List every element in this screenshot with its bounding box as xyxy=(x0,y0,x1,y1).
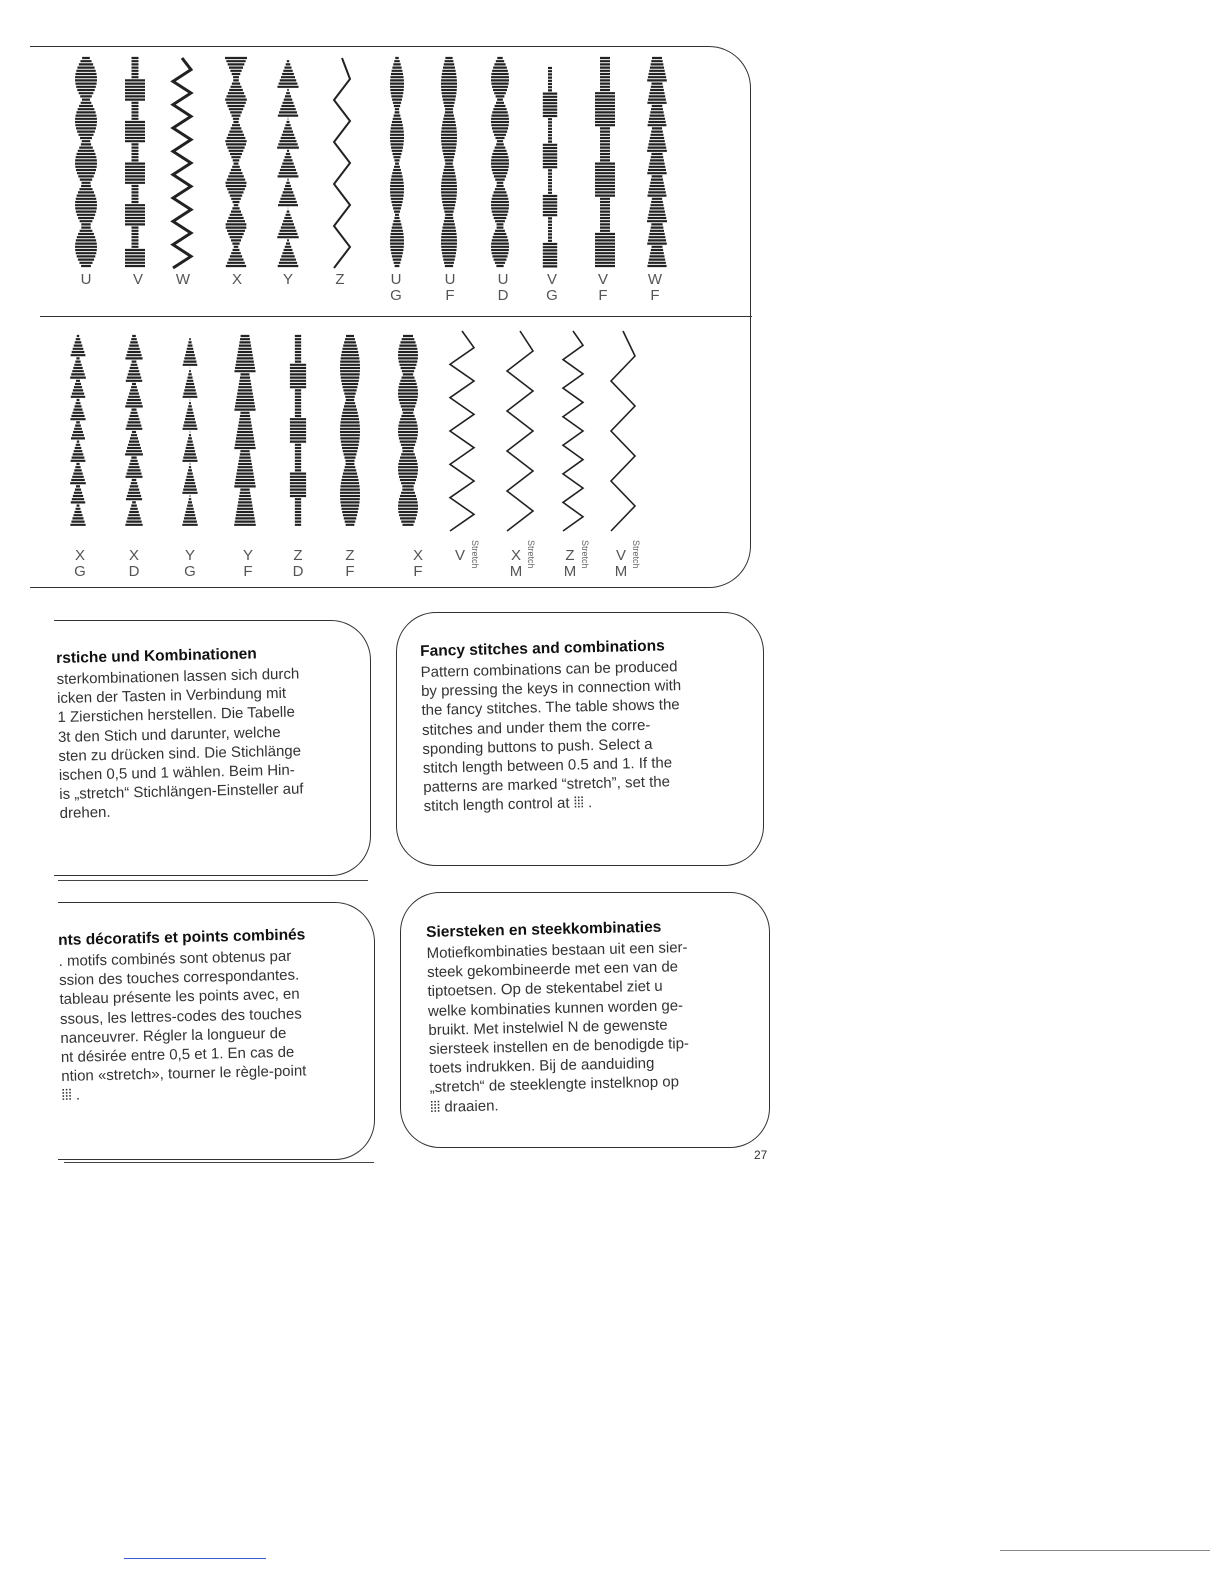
stitch-label-code: F xyxy=(650,287,660,304)
stitch-pattern xyxy=(290,336,306,525)
stitch-label-code: M xyxy=(614,563,628,580)
stitch-pattern xyxy=(398,336,418,525)
french-divider xyxy=(64,1162,374,1163)
stitch-pattern xyxy=(491,58,509,266)
stitch-label xyxy=(335,548,365,580)
bottom-right-line xyxy=(1000,1550,1210,1551)
stitch-label xyxy=(283,548,313,580)
stitch-label-code xyxy=(273,288,303,304)
stitch-label-code: G xyxy=(184,563,196,580)
stitch-pattern xyxy=(563,331,583,531)
french-section xyxy=(58,926,309,1105)
english-section-title: Fancy stitches and combinations xyxy=(420,637,665,660)
stitch-label-key: W xyxy=(647,271,663,288)
stitch-label xyxy=(488,272,518,304)
stitch-pattern xyxy=(182,336,197,525)
stitch-label xyxy=(119,548,149,580)
stitch-label-key: Z xyxy=(293,547,303,564)
stitch-label-key: U xyxy=(80,271,92,288)
stitch-pattern xyxy=(125,336,143,525)
stitch-label xyxy=(537,272,567,304)
stitch-pattern xyxy=(450,331,474,531)
stitch-label-key: Y xyxy=(184,547,195,564)
stitch-label-code xyxy=(222,288,252,304)
stitch-pattern xyxy=(390,58,404,266)
stitch-pattern xyxy=(173,58,191,268)
stretch-marker: Stretch xyxy=(526,540,536,569)
stitch-label xyxy=(381,272,411,304)
stitch-label-code: M xyxy=(509,563,523,580)
stitch-pattern xyxy=(70,336,86,525)
stitch-label-code: G xyxy=(546,287,558,304)
stitch-label-code: D xyxy=(497,287,509,304)
stitch-label-key: V xyxy=(615,547,626,564)
stitch-label xyxy=(168,272,198,304)
stitch-pattern xyxy=(611,331,635,531)
german-section-title: rstiche und Kombinationen xyxy=(56,645,257,667)
french-section-body: . motifs combinés sont obtenus par ssion des touches correspondantes. tableau présente les points avec, en ssous, les lettres-codes des touches nanceuvrer. Régler la longueur de nt désirée entre 0,5 et 1. En cas de ntion «stretch», tourner le règle-point ⦙⦙⦙ . xyxy=(58,947,307,1105)
bottom-left-line xyxy=(124,1558,266,1559)
stitch-pattern xyxy=(340,336,360,525)
dutch-section-title: Siersteken en steekkombinaties xyxy=(426,918,662,941)
stitch-label-key: V xyxy=(454,547,465,564)
stitch-pattern xyxy=(507,331,533,531)
stitch-label-code: M xyxy=(563,563,577,580)
dutch-section-body: Motiefkombinaties bestaan uit een sier- steek gekombineerde met een van de tiptoetsen. Op de stekentabel ziet u welke kombinaties kunnen worden ge- bruikt. Met instelwiel N de gewenste siersteek instellen en de benodigde tip- toets indrukken. Bij de aanduiding „stretch“ de steeklengte instelknop op ⦙⦙⦙ draaien. xyxy=(426,939,690,1116)
stitch-label-key: W xyxy=(175,271,191,288)
stitch-label-code: D xyxy=(292,563,304,580)
stitch-label-code: F xyxy=(413,563,423,580)
stitch-pattern xyxy=(225,58,247,266)
stitch-label-key: Z xyxy=(565,547,575,564)
stitch-pattern xyxy=(441,58,457,266)
stitch-label-key: V xyxy=(132,271,143,288)
english-section-body: Pattern combinations can be produced by pressing the keys in connection with the fancy stitches. The table shows the stitches and under them the corre- sponding buttons to push. Select a stitch length between 0.5 and 1. If the patterns are marked “stretch”, set the stitch length control at ⦙⦙⦙ . xyxy=(420,658,682,816)
stitch-label-key: U xyxy=(497,271,509,288)
stitch-label-key: Y xyxy=(282,271,293,288)
stitch-label xyxy=(640,272,670,304)
stitch-pattern xyxy=(234,336,256,525)
stitch-label xyxy=(435,272,465,304)
stitch-pattern xyxy=(595,58,615,266)
stitch-label-code: D xyxy=(128,563,140,580)
german-divider xyxy=(58,880,368,881)
stitch-label xyxy=(403,548,433,580)
stretch-marker: Stretch xyxy=(470,540,480,569)
stitch-label-code: F xyxy=(345,563,355,580)
german-section xyxy=(56,644,304,823)
stitch-label xyxy=(233,548,263,580)
stitch-label xyxy=(175,548,205,580)
page-number: 27 xyxy=(754,1148,768,1162)
stitch-label-key: U xyxy=(390,271,402,288)
stitch-pattern xyxy=(543,68,557,266)
stitch-label-key: X xyxy=(128,547,139,564)
stretch-marker: Stretch xyxy=(580,540,590,569)
stitch-label-code: F xyxy=(243,563,253,580)
stitch-label-key: Y xyxy=(242,547,253,564)
stitch-pattern xyxy=(647,58,667,266)
stitch-label-key: V xyxy=(546,271,557,288)
stitch-label-key: Z xyxy=(335,271,345,288)
stitch-pattern xyxy=(75,58,97,266)
stitch-label-code: F xyxy=(598,287,608,304)
stitch-label-key: X xyxy=(510,547,521,564)
stitch-label-code: G xyxy=(390,287,402,304)
stitch-label xyxy=(71,272,101,304)
stitch-label-key: U xyxy=(444,271,456,288)
stitch-label xyxy=(222,272,252,304)
stitch-label-key: V xyxy=(597,271,608,288)
stitch-label-code: G xyxy=(74,563,86,580)
stitch-label-code xyxy=(325,288,355,304)
stitch-label xyxy=(65,548,95,580)
stitch-label-key: X xyxy=(412,547,423,564)
stitch-label-key: Z xyxy=(345,547,355,564)
german-section-body: sterkombinationen lassen sich durch icken der Tasten in Verbindung mit 1 Zierstichen herstellen. Die Tabelle 3t den Stich und darunter, welche sten zu drücken sind. Die Stichlänge ischen 0,5 und 1 wählen. Beim Hin- is „stretch“ Stichlängen-Einsteller auf drehen. xyxy=(56,665,304,823)
stitch-label-code xyxy=(168,288,198,304)
stitch-label xyxy=(273,272,303,304)
stitch-label-code: F xyxy=(445,287,455,304)
stitch-pattern xyxy=(334,58,350,268)
stretch-marker: Stretch xyxy=(631,540,641,569)
stitch-label xyxy=(588,272,618,304)
stitch-label xyxy=(123,272,153,304)
stitch-label-code xyxy=(123,288,153,304)
stitch-label-code xyxy=(71,288,101,304)
stitch-label-key: X xyxy=(74,547,85,564)
stitch-label-key: X xyxy=(231,271,242,288)
stitch-label xyxy=(325,272,355,304)
stitch-pattern xyxy=(125,58,145,266)
dutch-section xyxy=(426,918,691,1117)
stitch-pattern xyxy=(277,58,299,266)
french-section-title: nts décoratifs et points combinés xyxy=(58,926,306,949)
english-section xyxy=(420,637,684,816)
stitch-patterns-illustration xyxy=(40,46,740,586)
